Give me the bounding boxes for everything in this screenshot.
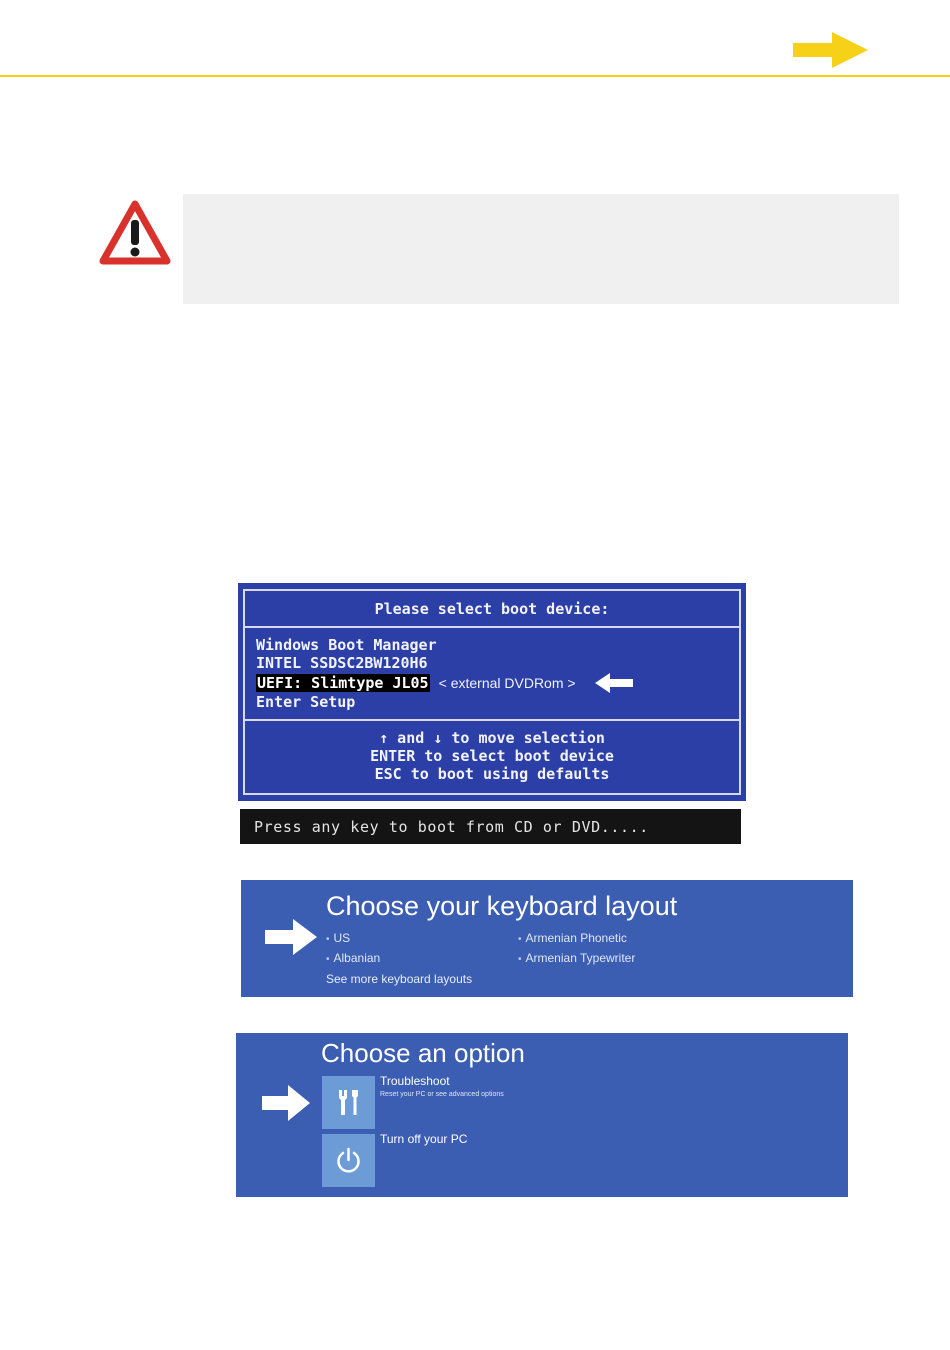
troubleshoot-description: Reset your PC or see advanced options (380, 1091, 504, 1098)
layout-option-label: Armenian Phonetic (525, 931, 627, 945)
layout-option-armenian-typewriter[interactable]: • Armenian Typewriter (518, 951, 636, 965)
layout-option-albanian[interactable]: • Albanian (326, 951, 381, 965)
boot-item-intel-ssd[interactable]: INTEL SSDSC2BW120H6 (256, 654, 428, 672)
arrow-right-icon (790, 30, 870, 70)
boot-device-menu (238, 583, 746, 801)
boot-item-selected-label: UEFI: Slimtype JL05 (257, 674, 429, 692)
arrow-right-icon (260, 1083, 312, 1123)
troubleshoot-label[interactable]: Troubleshoot (380, 1074, 450, 1088)
press-any-key-text: Press any key to boot from CD or DVD..... (254, 818, 649, 836)
troubleshoot-tile[interactable] (322, 1076, 375, 1129)
boot-help-esc: ESC to boot using defaults (374, 765, 610, 783)
boot-help-move: ↑ and ↓ to move selection (379, 729, 605, 747)
choose-option-title: Choose an option (321, 1038, 525, 1068)
warning-triangle-icon (98, 198, 172, 268)
arrow-left-icon (594, 672, 634, 694)
tools-icon (333, 1087, 364, 1118)
choose-option-panel (236, 1033, 848, 1197)
layout-option-label: US (333, 931, 351, 945)
keyboard-layout-panel (241, 880, 853, 997)
layout-option-label: Armenian Typewriter (525, 951, 636, 965)
press-any-key-bar (240, 809, 741, 844)
boot-menu-divider-bottom (245, 719, 739, 721)
boot-item-enter-setup[interactable]: Enter Setup (256, 693, 356, 711)
boot-help-enter: ENTER to select boot device (370, 747, 614, 765)
layout-option-armenian-phonetic[interactable]: • Armenian Phonetic (518, 931, 627, 945)
arrow-right-icon (263, 917, 319, 957)
see-more-layouts-link[interactable]: See more keyboard layouts (326, 972, 473, 986)
turn-off-label[interactable]: Turn off your PC (380, 1132, 468, 1146)
boot-item-uefi-slimtype[interactable] (256, 674, 576, 692)
header-rule (0, 75, 950, 77)
warning-box (183, 194, 899, 304)
turn-off-tile[interactable] (322, 1134, 375, 1187)
boot-item-windows-boot-manager[interactable]: Windows Boot Manager (256, 636, 437, 654)
power-icon (333, 1145, 364, 1176)
boot-menu-divider-top (245, 626, 739, 628)
boot-item-selected-note: < external DVDRom > (438, 675, 576, 691)
keyboard-layout-title: Choose your keyboard layout (326, 891, 678, 921)
boot-menu-title: Please select boot device: (374, 600, 610, 618)
layout-option-label: Albanian (333, 951, 381, 965)
layout-option-us[interactable]: • US (326, 931, 351, 945)
